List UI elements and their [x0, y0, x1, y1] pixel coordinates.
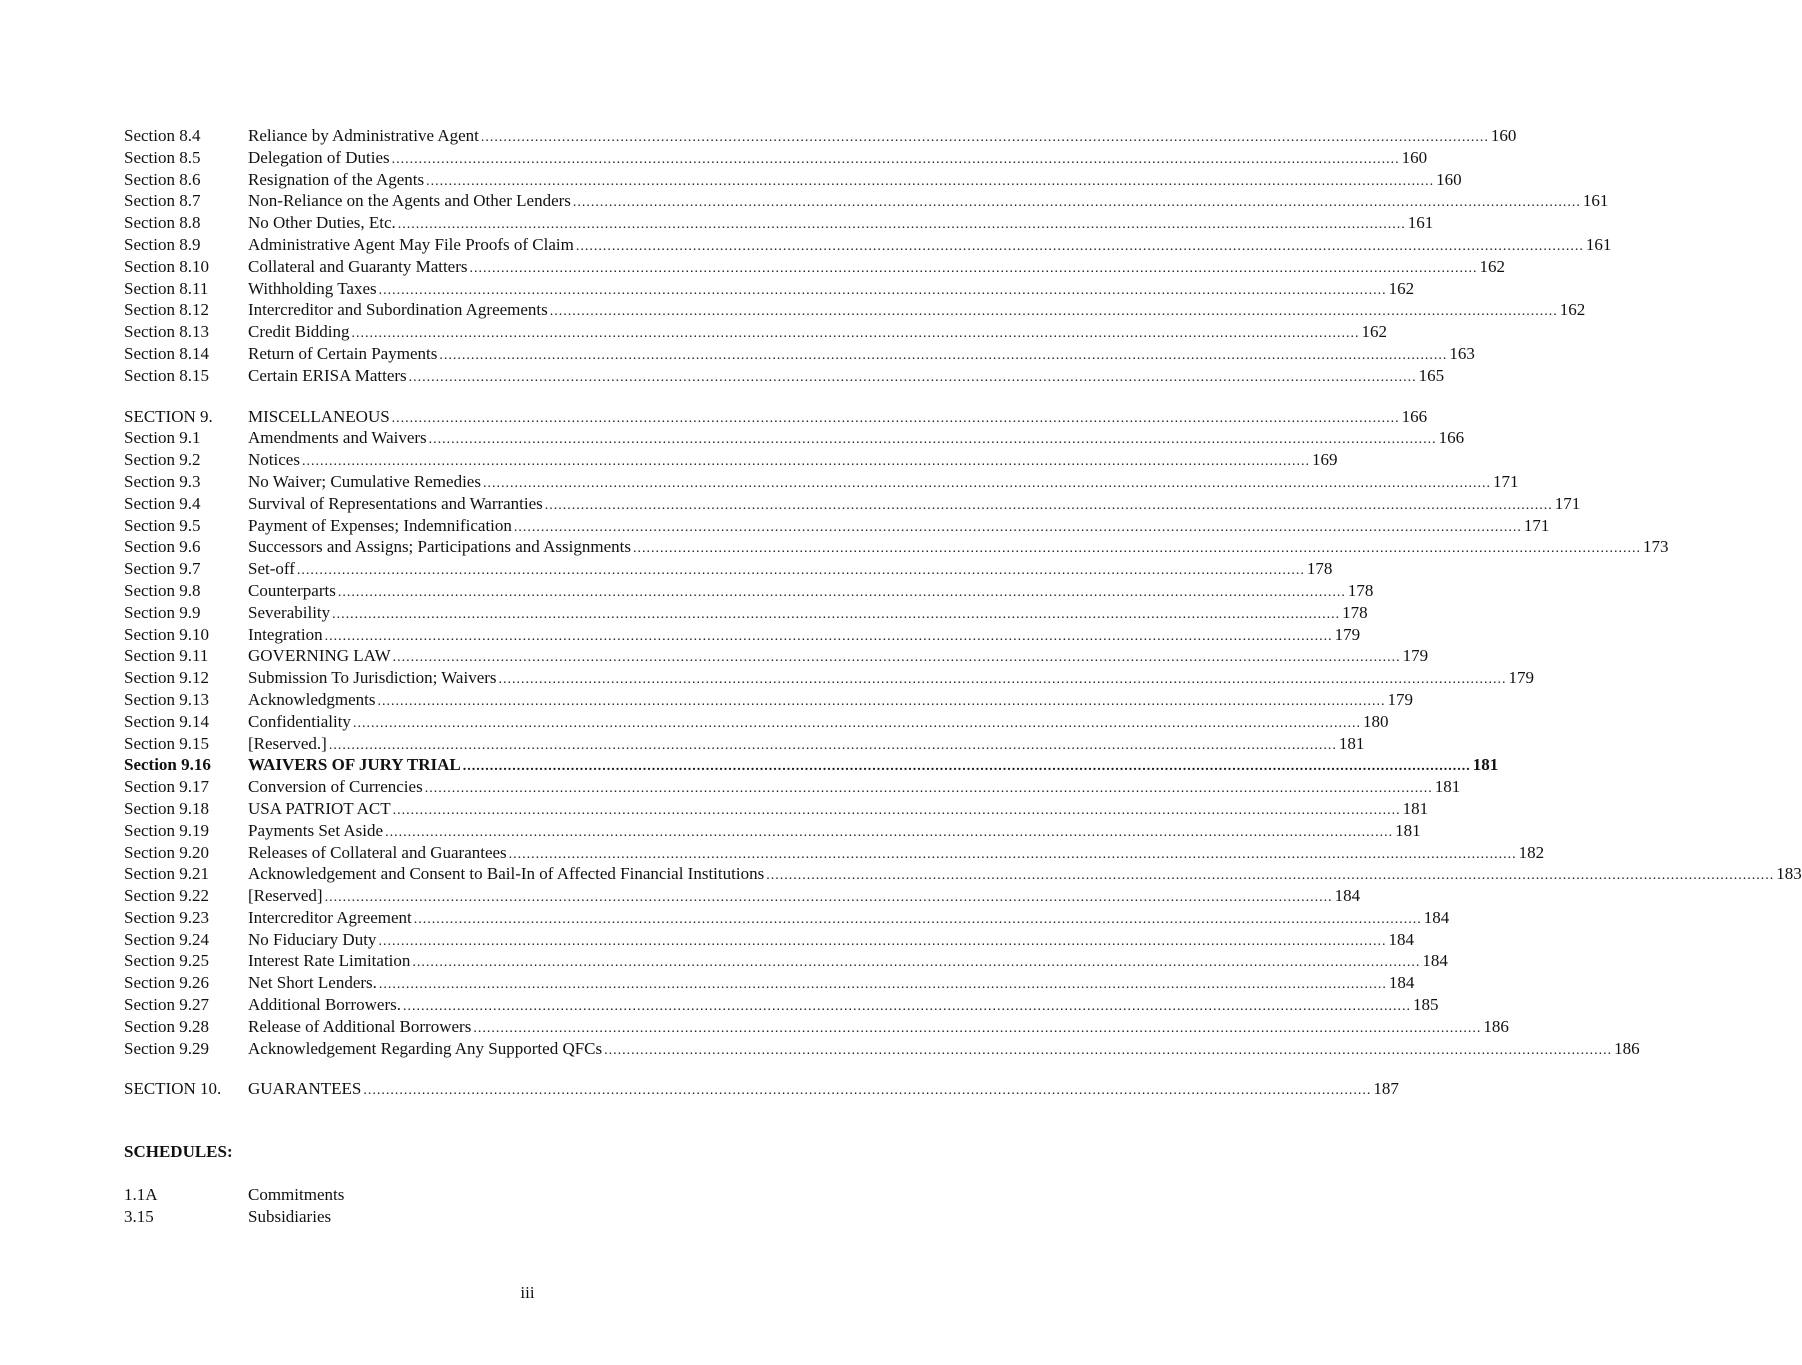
leader-dots [631, 538, 1643, 560]
page-number: 186 [1614, 1038, 1640, 1058]
section-number: Section 8.7 [124, 191, 201, 211]
toc-entry [124, 343, 1475, 365]
toc-entry [124, 190, 1609, 212]
section-title: Administrative Agent May File Proofs of Claim [248, 234, 574, 254]
page-number: 181 [1434, 777, 1461, 797]
schedule-item [124, 1184, 344, 1206]
section-number: Section 9.19 [124, 820, 209, 840]
toc-entry [124, 125, 1517, 147]
schedules-list [124, 1184, 344, 1228]
section-title: [Reserved.] [248, 733, 327, 753]
section-title: Resignation of the Agents [248, 169, 425, 189]
toc-entry [124, 212, 1434, 234]
leader-dots [424, 171, 1436, 193]
leader-dots [407, 367, 1419, 389]
schedules-title: SCHEDULES: [124, 1142, 233, 1161]
page-number: 184 [1388, 973, 1415, 993]
page-number: 161 [1407, 213, 1434, 233]
page-number: 178 [1347, 580, 1374, 600]
leader-dots [336, 582, 1348, 604]
leader-dots [323, 626, 1335, 648]
toc-entry [124, 972, 1415, 994]
section-number: Section 9.2 [124, 450, 201, 470]
section-title: Payments Set Aside [248, 820, 384, 840]
page-number: 165 [1418, 365, 1445, 385]
page-number: 179 [1402, 646, 1429, 666]
section-title: Intercreditor and Subordination Agreements [248, 300, 548, 320]
page-number: 184 [1423, 907, 1450, 927]
section-title: Release of Additional Borrowers [248, 1016, 472, 1036]
section-number: Section 8.13 [124, 322, 209, 342]
section-number: Section 9.13 [124, 689, 209, 709]
page-number: 186 [1483, 1016, 1509, 1036]
section-number: Section 9.26 [124, 973, 209, 993]
toc-entry [124, 365, 1445, 387]
page-number: 178 [1306, 559, 1333, 579]
leader-dots [410, 952, 1422, 974]
page-number: 181 [1395, 820, 1421, 840]
section-number: Section 9.18 [124, 798, 209, 818]
section-title: Reliance by Administrative Agent [248, 126, 479, 145]
leader-dots [497, 669, 1509, 691]
section-number: Section 9.8 [124, 580, 201, 600]
toc-entry [124, 515, 1550, 537]
toc-entry [124, 321, 1388, 343]
section-number: Section 8.4 [124, 126, 201, 145]
section-10-header [124, 1078, 1399, 1100]
toc-entry [124, 147, 1428, 169]
leader-dots [323, 887, 1335, 909]
section-title: GOVERNING LAW [248, 646, 391, 666]
toc-entry [124, 580, 1374, 602]
toc-entry [124, 624, 1361, 646]
section-number: Section 9.4 [124, 493, 201, 513]
section-title: USA PATRIOT ACT [248, 798, 391, 818]
leader-dots [375, 691, 1387, 713]
page-number: 182 [1518, 842, 1545, 862]
page-number: 179 [1334, 624, 1361, 644]
section-number: Section 8.11 [124, 278, 209, 298]
leader-dots [330, 604, 1342, 626]
section-title: No Other Duties, Etc. [248, 213, 396, 233]
page-number: 162 [1361, 322, 1388, 342]
page-number: 187 [1373, 1079, 1399, 1099]
section-title: Interest Rate Limitation [248, 951, 411, 971]
leader-dots [507, 844, 1519, 866]
toc-entry [124, 689, 1413, 711]
page-footer-number: iii [520, 1283, 535, 1302]
section-number: Section 8.9 [124, 234, 201, 254]
page-number: 181 [1338, 733, 1365, 753]
leader-dots [377, 280, 1389, 302]
section-number: Section 9.23 [124, 907, 209, 927]
section-number: Section 9.24 [124, 929, 209, 949]
section-title: Collateral and Guaranty Matters [248, 256, 468, 276]
page-number: 162 [1388, 278, 1415, 298]
leader-dots [327, 735, 1339, 757]
leader-dots [396, 214, 1408, 236]
leader-dots [461, 756, 1473, 778]
toc-entry [124, 754, 1499, 776]
page-number: 162 [1479, 256, 1506, 276]
section-title: Intercreditor Agreement [248, 907, 412, 927]
section-number: Section 9.16 [124, 755, 211, 775]
leader-dots [383, 822, 1395, 844]
section-number: Section 9.25 [124, 951, 209, 971]
page-number: 181 [1472, 755, 1499, 775]
section-9-entries [124, 427, 1802, 1059]
section-title: Submission To Jurisdiction; Waivers [248, 668, 497, 688]
section-title: No Waiver; Cumulative Remedies [248, 471, 481, 491]
section-number: Section 9.22 [124, 886, 209, 906]
toc-entry [124, 994, 1439, 1016]
schedule-code: 3.15 [124, 1206, 154, 1226]
toc-entry [124, 776, 1461, 798]
section-title: MISCELLANEOUS [248, 406, 390, 426]
leader-dots [376, 931, 1388, 953]
leader-dots [295, 560, 1307, 582]
page-number: 179 [1387, 689, 1413, 709]
section-number: Section 9.1 [124, 428, 201, 448]
page-number: 178 [1342, 602, 1368, 622]
toc-entry [124, 950, 1448, 972]
page-number: 166 [1438, 428, 1465, 448]
page-number: 171 [1492, 471, 1519, 491]
page-number: 173 [1642, 537, 1669, 557]
section-title: Amendments and Waivers [248, 428, 427, 448]
page-number: 166 [1401, 406, 1428, 426]
toc-entry [124, 449, 1338, 471]
toc-entry [124, 234, 1612, 256]
section-number: Section 9.3 [124, 471, 201, 491]
section-number: Section 9.28 [124, 1016, 209, 1036]
section-number: Section 9.9 [124, 602, 201, 622]
leader-dots [361, 1080, 1373, 1102]
section-title: WAIVERS OF JURY TRIAL [248, 755, 461, 775]
section-8-entries [124, 125, 1612, 387]
leader-dots [543, 495, 1555, 517]
section-title: Set-off [248, 559, 295, 579]
section-title: Confidentiality [248, 711, 351, 731]
section-title: [Reserved] [248, 886, 323, 906]
toc-entry [124, 256, 1506, 278]
section-title: Releases of Collateral and Guarantees [248, 842, 507, 862]
leader-dots [437, 345, 1449, 367]
leader-dots [391, 647, 1403, 669]
schedule-name: Commitments [248, 1185, 345, 1204]
section-title: Delegation of Duties [248, 147, 390, 167]
leader-dots [401, 996, 1413, 1018]
section-number: Section 9.7 [124, 559, 201, 579]
leader-dots [350, 323, 1362, 345]
leader-dots [427, 429, 1439, 451]
section-number: SECTION 10. [124, 1079, 222, 1099]
leader-dots [479, 127, 1491, 149]
toc-entry [124, 885, 1361, 907]
toc-entry [124, 907, 1450, 929]
leader-dots [391, 800, 1403, 822]
section-title: Credit Bidding [248, 322, 350, 342]
schedules-block [124, 1140, 344, 1228]
section-title: Severability [248, 602, 331, 622]
toc-entry [124, 820, 1421, 842]
page-number: 163 [1449, 343, 1475, 363]
toc-entry [124, 842, 1545, 864]
page-number: 160 [1490, 126, 1517, 145]
section-title: Acknowledgement Regarding Any Supported QFCs [248, 1038, 603, 1058]
page-number: 169 [1311, 450, 1338, 470]
leader-dots [602, 1040, 1614, 1062]
section-number: Section 9.11 [124, 646, 209, 666]
section-title: Non-Reliance on the Agents and Other Lenders [248, 191, 571, 211]
leader-dots [390, 408, 1402, 430]
toc-entry [124, 471, 1519, 493]
section-title: Certain ERISA Matters [248, 365, 407, 385]
page-number: 171 [1554, 493, 1581, 513]
toc-entry [124, 299, 1586, 321]
leader-dots [512, 517, 1524, 539]
section-number: Section 8.15 [124, 365, 209, 385]
leader-dots [423, 778, 1435, 800]
section-title: Acknowledgments [248, 689, 376, 709]
section-title: Withholding Taxes [248, 278, 377, 298]
section-title: Payment of Expenses; Indemnification [248, 515, 512, 535]
toc-entry [124, 536, 1669, 558]
section-number: Section 8.12 [124, 300, 209, 320]
section-number: SECTION 9. [124, 406, 213, 426]
section-number: Section 8.6 [124, 169, 201, 189]
section-number: Section 8.5 [124, 147, 201, 167]
toc-entry [124, 493, 1581, 515]
leader-dots [412, 909, 1424, 931]
section-number: Section 9.20 [124, 842, 209, 862]
section-title: Integration [248, 624, 323, 644]
schedule-item [124, 1206, 344, 1228]
leader-dots [390, 149, 1402, 171]
page-number: 185 [1412, 995, 1439, 1015]
toc-entry [124, 711, 1389, 733]
section-title: Counterparts [248, 580, 336, 600]
page-number: 184 [1334, 886, 1361, 906]
leader-dots [571, 192, 1583, 214]
section-9-header [124, 406, 1428, 428]
section-number: Section 9.5 [124, 515, 201, 535]
section-number: Section 9.21 [124, 864, 209, 884]
toc-entry [124, 169, 1462, 191]
page-number: 180 [1362, 711, 1389, 731]
page-number: 181 [1402, 798, 1429, 818]
section-title: Conversion of Currencies [248, 777, 423, 797]
table-of-contents [124, 125, 1802, 1100]
section-number: Section 9.14 [124, 711, 209, 731]
toc-entry [124, 427, 1465, 449]
toc-entry [124, 278, 1415, 300]
schedule-code: 1.1A [124, 1185, 158, 1204]
schedule-name: Subsidiaries [248, 1206, 332, 1226]
toc-entry [124, 558, 1333, 580]
section-number: Section 9.15 [124, 733, 209, 753]
section-number: Section 9.12 [124, 668, 209, 688]
section-number: Section 9.6 [124, 537, 201, 557]
section-title: Net Short Lenders. [248, 973, 377, 993]
section-title: No Fiduciary Duty [248, 929, 377, 949]
toc-entry [124, 645, 1429, 667]
section-title: Successors and Assigns; Participations and Assignments [248, 537, 631, 557]
section-number: Section 8.14 [124, 343, 209, 363]
section-number: Section 8.10 [124, 256, 209, 276]
toc-entry [124, 1038, 1640, 1060]
toc-entry [124, 929, 1414, 951]
page-number: 161 [1582, 191, 1609, 211]
section-title: Survival of Representations and Warranties [248, 493, 543, 513]
page-number: 184 [1422, 951, 1448, 971]
section-number: Section 8.8 [124, 213, 201, 233]
section-title: Return of Certain Payments [248, 343, 438, 363]
section-title: Acknowledgement and Consent to Bail-In of Affected Financial Institutions [248, 864, 765, 884]
leader-dots [481, 473, 1493, 495]
section-number: Section 9.10 [124, 624, 209, 644]
leader-dots [574, 236, 1586, 258]
page-number: 162 [1559, 300, 1586, 320]
page-number: 161 [1585, 234, 1612, 254]
page-number: 179 [1508, 668, 1535, 688]
toc-entry [124, 733, 1365, 755]
leader-dots [548, 301, 1560, 323]
leader-dots [471, 1018, 1483, 1040]
section-number: Section 9.29 [124, 1038, 209, 1058]
leader-dots [764, 865, 1776, 887]
page-number: 184 [1388, 929, 1414, 949]
section-title: Notices [248, 450, 300, 470]
toc-entry [124, 1016, 1509, 1038]
leader-dots [300, 451, 1312, 473]
section-title: Additional Borrowers. [248, 995, 401, 1015]
toc-entry [124, 667, 1535, 689]
page-number: 160 [1401, 147, 1428, 167]
toc-entry [124, 602, 1368, 624]
page-number: 160 [1436, 169, 1462, 189]
leader-dots [377, 974, 1389, 996]
section-number: Section 9.27 [124, 995, 209, 1015]
section-number: Section 9.17 [124, 777, 209, 797]
leader-dots [351, 713, 1363, 735]
leader-dots [468, 258, 1480, 280]
page-number: 171 [1523, 515, 1550, 535]
page-number: 183 [1776, 864, 1802, 884]
toc-entry [124, 863, 1802, 885]
section-title: GUARANTEES [248, 1079, 362, 1099]
toc-entry [124, 798, 1429, 820]
